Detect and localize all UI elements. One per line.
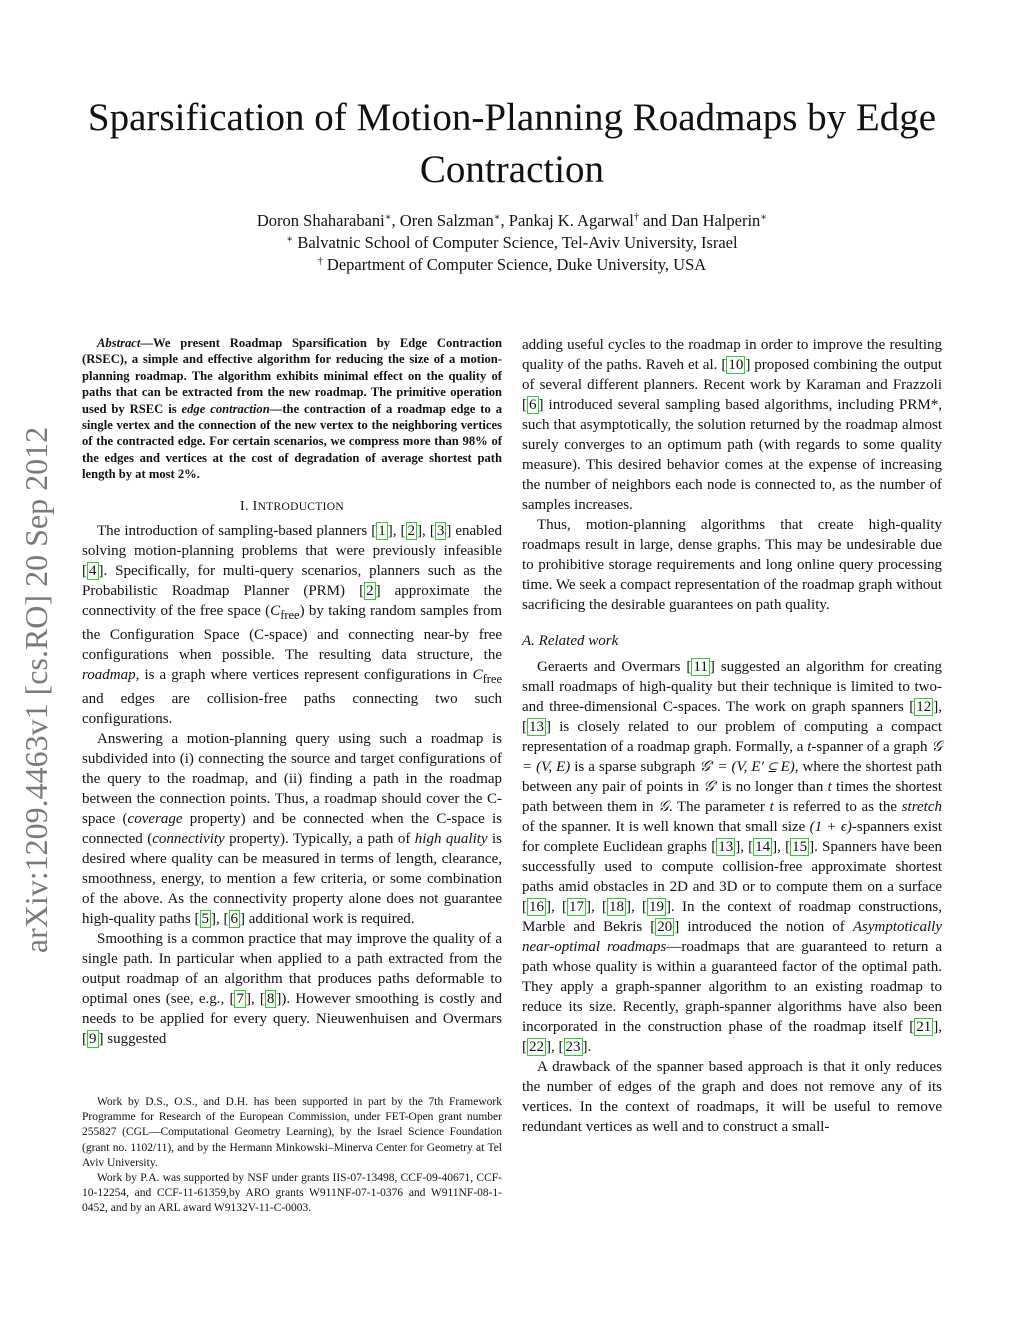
subsection-heading-related-work: A. Related work: [522, 633, 619, 649]
author-block: [80, 210, 944, 276]
right-paragraph-1: adding useful cycles to the roadmap in order to improve the resulting quality of the paths. Raveh et al. [ 10 ] proposed combining the output of several different planners. Recent work by Karaman and Frazzoli [ 6 ] introduced several sampling based algorithms, including PRM*, such that asymptotically, the solution returned by the roadmap almost surely converges to an optimum path (with regards to some quality measure). This desired behavior comes at the expense of increasing the number of neighbors each node is connected to, as the number of samples increases.: [522, 337, 942, 513]
left-column: [82, 335, 502, 1049]
citation-link[interactable]: 20: [657, 919, 673, 935]
citation-link[interactable]: 14: [755, 839, 771, 855]
citation-link[interactable]: 2: [366, 582, 374, 599]
citation-link[interactable]: 13: [718, 839, 734, 855]
citation-link[interactable]: 9: [89, 1030, 97, 1047]
footnote-funding-2: Work by P.A. was supported by NSF under grants IIS-07-13498, CCF-09-40671, CCF-10-12254, and CCF-11-61359,by ARO grants W911NF-07-1-0376 and W911NF-08-1-0452, and by an ARL award W9132V-11-C-0003.: [82, 1172, 502, 1215]
citation-link[interactable]: 22: [529, 1039, 544, 1055]
citation-link[interactable]: 21: [916, 1019, 932, 1035]
citation-link[interactable]: 6: [230, 910, 238, 927]
citation-link[interactable]: 4: [89, 562, 97, 579]
citation-link[interactable]: 11: [693, 659, 708, 675]
citation-link[interactable]: 2: [407, 522, 416, 539]
citation-link[interactable]: 17: [569, 899, 585, 915]
intro-paragraph-1: The introduction of sampling-based planners [ 1 ], [ 2 ], [ 3 ] enabled solving motion-planning problems that were previously infeasible [ 4 ]. Specifically, for multi-query scenarios, planners such as the Probabilistic Roadmap Planner (PRM) [ 2 ] approximate the connectivity of the free space $(C_{free})$ by taking random samples from the Configuration Space (C-space) and connecting near-by free configurations when possible. The resulting data structure, the roadmap, is a graph where vertices represent configurations in $C_{free}$ and edges are collision-free paths connecting two such configurations.: [82, 522, 503, 727]
math-subgraph: 𝒢′ = (V, E′ ⊆ E): [699, 759, 795, 775]
citation-link[interactable]: 3: [436, 522, 445, 539]
abstract: Abstract—We present Roadmap Sparsification by Edge Contraction (RSEC), a simple and effective algorithm for reducing the size of a motion-planning roadmap. The algorithm exhibits minimal effect on the quality of paths that can be extracted from the new roadmap. The primitive operation used by RSEC is edge contraction—the contraction of a roadmap edge to a single vertex and the connection of the new vertex to the neighboring vertices of the contracted edge. For certain scenarios, we compress more than 98% of the edges and vertices at the cost of degradation of average shortest path length by at most 2%.: [82, 336, 502, 482]
related-work-paragraph: Geraerts and Overmars [ 11 ] suggested an algorithm for creating small roadmaps of high-quality but their technique is limited to two- and three-dimensional C-spaces. The work on graph spanners [ 12 ], [ 13 ] is closely related to our problem of computing a compact representation of a roadmap graph. Formally, a t-spanner of a graph 𝒢 = (V, E) is a sparse subgraph 𝒢′ = (V, E′ ⊆ E), where the shortest path between any pair of points in 𝒢′ is no longer than t times the shortest path between them in 𝒢. The parameter t is referred to as the stretch of the spanner. It is well known that small size (1 + ϵ)-spanners exist for complete Euclidean graphs [ 13 ], [ 14 ], [ 15 ]. Spanners have been successfully used to compute collision-free approximate shortest paths amid obstacles in 2D and 3D or to compute them on a surface [ 16 ], [ 17 ], [ 18 ], [ 19 ]. In the context of roadmap constructions, Marble and Bekris [ 20 ] introduced the notion of Asymptotically near-optimal roadmaps—roadmaps that are guaranteed to return a path whose quality is within a guaranteed factor of the optimal path. They apply a graph-spanner algorithm to an existing roadmap to reduce its size. Recently, graph-spanner algorithms have also been incorporated in the construction phase of the roadmap itself [ 21 ], [ 22 ], [ 23 ].: [522, 659, 943, 1055]
citation-link[interactable]: 8: [266, 990, 275, 1007]
citation-link[interactable]: 10: [728, 357, 744, 373]
footnote-funding-1: Work by D.S., O.S., and D.H. has been supported in part by the 7th Framework Programme for Research of the European Commission, under FET-Open grant number 255827 (CGL—Computational Geometry Learning), by the Israel Science Foundation (grant no. 1102/11), and by the Hermann Minkowski–Minerva Center for Geometry at Tel Aviv University.: [82, 1096, 502, 1169]
citation-link[interactable]: 19: [649, 899, 665, 915]
section-heading-introduction: I. INTRODUCTION: [240, 498, 344, 514]
right-column: [522, 335, 942, 1137]
citation-link[interactable]: 1: [378, 522, 386, 539]
citation-link[interactable]: 13: [529, 719, 544, 735]
math-cfree: $C_{free}$: [472, 666, 502, 686]
right-paragraph-4: A drawback of the spanner based approach is that it only reduces the number of edges of the graph and does not remove any of its vertices. In the context of roadmaps, it will be useful to remove redundant vertices as well and to construct a small-: [522, 1059, 942, 1135]
citation-link[interactable]: 12: [916, 699, 932, 715]
math-cfree: $C_{free}$: [270, 602, 300, 622]
author-names: Doron Shaharabani∗, Oren Salzman∗, Pankaj K. Agarwal† and Dan Halperin∗: [256, 211, 768, 230]
arxiv-stamp: arXiv:1209.4463v1 [cs.RO] 20 Sep 2012: [18, 426, 54, 954]
paper-title: Sparsification of Motion-Planning Roadmaps by Edge Contraction: [87, 96, 937, 191]
citation-link[interactable]: 5: [201, 910, 209, 927]
citation-link[interactable]: 23: [565, 1039, 581, 1055]
intro-paragraph-3: Smoothing is a common practice that may improve the quality of a single path. In particular when applied to a path extracted from the output roadmap of an algorithm that produces paths deformable to optimal ones (see, e.g., [ 7 ], [ 8 ]). However smoothing is costly and needs to be applied for every query. Nieuwenhuisen and Overmars [ 9 ] suggested: [82, 930, 502, 1047]
math-graph: 𝒢 = (V, E): [522, 739, 942, 775]
footnotes: [82, 1095, 502, 1217]
citation-link[interactable]: 6: [529, 397, 537, 413]
affiliation-duke: † Department of Computer Science, Duke University, USA: [317, 255, 707, 274]
citation-link[interactable]: 15: [792, 839, 808, 855]
affiliation-tel-aviv: ∗ Balvatnic School of Computer Science, Tel-Aviv University, Israel: [286, 233, 738, 252]
citation-link[interactable]: 7: [236, 990, 244, 1007]
citation-link[interactable]: 16: [529, 899, 544, 915]
citation-link[interactable]: 18: [609, 899, 625, 915]
intro-paragraph-2: Answering a motion-planning query using such a roadmap is subdivided into (i) connecting the source and target configurations of the query to the roadmap, and (ii) finding a path in the roadmap between the connection points. Thus, a roadmap should cover the C-space (coverage property) and be connected when the C-space is connected (connectivity property). Typically, a path of high quality is desired where quality can be measured in terms of length, clearance, smoothness, energy, to mention a few criteria, or some combination of the above. As the connectivity property alone does not guarantee high-quality paths [ 5 ], [ 6 ] additional work is required.: [82, 730, 503, 927]
right-paragraph-2: Thus, motion-planning algorithms that create high-quality roadmaps result in large, dense graphs. This may be undesirable due to prohibitive storage requirements and long online query processing time. We seek a compact representation of the roadmap graph without sacrificing the desirable guarantees on path quality.: [522, 517, 942, 613]
